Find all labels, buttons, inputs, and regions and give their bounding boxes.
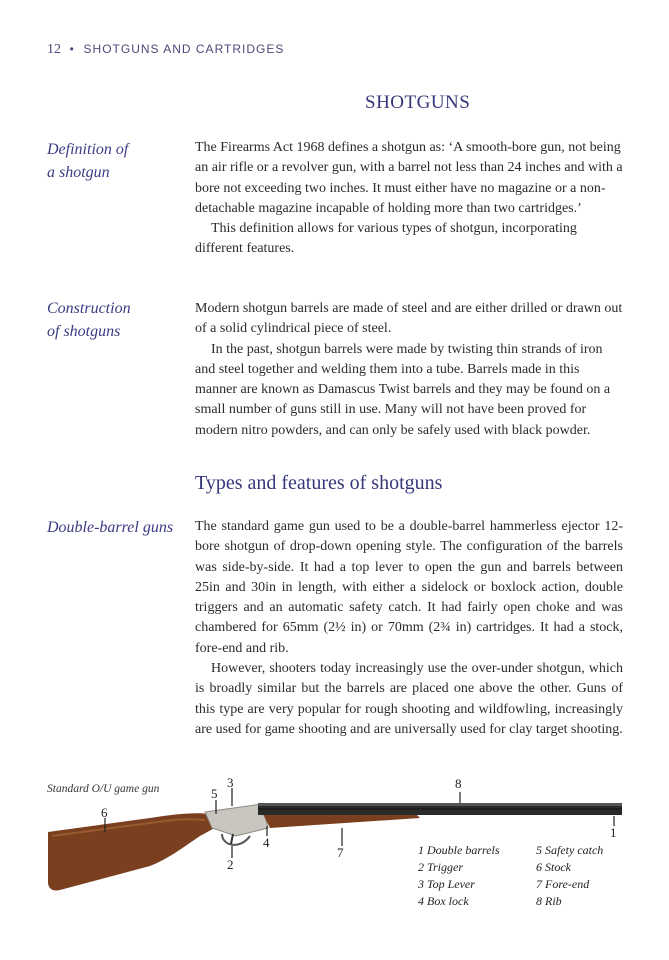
paragraph: In the past, shotgun barrels were made by twisting thin strands of iron and steel together and welding them into a tube. Barrels made in this manner are known as Damascus Twist barrels and they may be found on a small number of guns still in use. Many will not have been proved for modern nitro powders, and can only be safely used with black powder. <box>195 341 611 438</box>
legend-item: 3 Top Lever <box>418 877 475 891</box>
paragraph: The Firearms Act 1968 defines a shotgun as: ‘A smooth-bore gun, not being an air rifle or a revolver gun, with a barrel not less than 24 inches and with a bore not exceeding two inches. It must either have no magazine or a non-detachable magazine incapable of holding more than two cartridges.’ <box>195 140 623 216</box>
side-heading-definition <box>47 138 187 184</box>
definition-body <box>195 138 623 260</box>
side-heading-line: a shotgun <box>47 164 110 181</box>
legend-item: 5 Safety catch <box>536 843 604 857</box>
legend-item: 8 Rib <box>536 894 562 908</box>
chapter-title: SHOTGUNS AND CARTRIDGES <box>83 42 285 56</box>
legend-item: 4 Box lock <box>418 894 469 908</box>
header-bullet: • <box>69 42 75 56</box>
legend-item: 1 Double barrels <box>418 843 500 857</box>
types-heading: Types and features of shotguns <box>195 472 443 494</box>
side-heading-construction <box>47 297 187 343</box>
paragraph: Modern shotgun barrels are made of steel and are either drilled or drawn out of a solid cylindrical piece of steel. <box>195 301 623 337</box>
figure-caption: Standard O/U game gun <box>47 783 160 795</box>
legend-item: 7 Fore-end <box>536 877 590 891</box>
callout-number: 5 <box>211 786 218 801</box>
construction-body <box>195 299 623 441</box>
figure-legend-left <box>418 842 500 910</box>
legend-item: 6 Stock <box>536 860 571 874</box>
side-heading-line: Definition of <box>47 141 129 158</box>
callout-number: 6 <box>101 805 108 820</box>
running-head <box>47 42 284 58</box>
callout-number: 8 <box>455 776 462 791</box>
paragraph: The standard game gun used to be a double-barrel hammerless ejector 12-bore shotgun of drop-down opening style. The configuration of the barrels was side-by-side. It had a top lever to open the gun and barrels between 25in and 30in in length, with either a sidelock or boxlock action, double triggers and an automatic safety catch. It had fairly open choke and was chambered for 65mm (2½ in) or 70mm (2¾ in) cartridges. It had a stock, fore-end and rib. <box>195 519 623 656</box>
figure-legend-right <box>536 842 603 910</box>
side-heading-line: Construction <box>47 300 131 317</box>
page-number: 12 <box>47 42 61 57</box>
callout-number: 4 <box>263 835 270 850</box>
section-title: SHOTGUNS <box>365 92 471 113</box>
callout-number: 7 <box>337 845 344 860</box>
callout-number: 1 <box>610 825 617 840</box>
side-heading-line: of shotguns <box>47 323 121 340</box>
legend-item: 2 Trigger <box>418 860 464 874</box>
callout-number: 3 <box>227 775 234 790</box>
callout-number: 2 <box>227 857 234 872</box>
side-heading-double-barrel: Double-barrel guns <box>47 519 174 536</box>
paragraph: However, shooters today increasingly use the over-under shotgun, which is broadly similar but the barrels are placed one above the other. Guns of this type are very popular for rough shooting and wildfowling, increasingly are used for game shooting and are universally used for clay target shooting. <box>195 661 623 737</box>
double-barrel-body <box>195 517 623 740</box>
paragraph: This definition allows for various types of shotgun, incorporating different features. <box>195 221 577 257</box>
